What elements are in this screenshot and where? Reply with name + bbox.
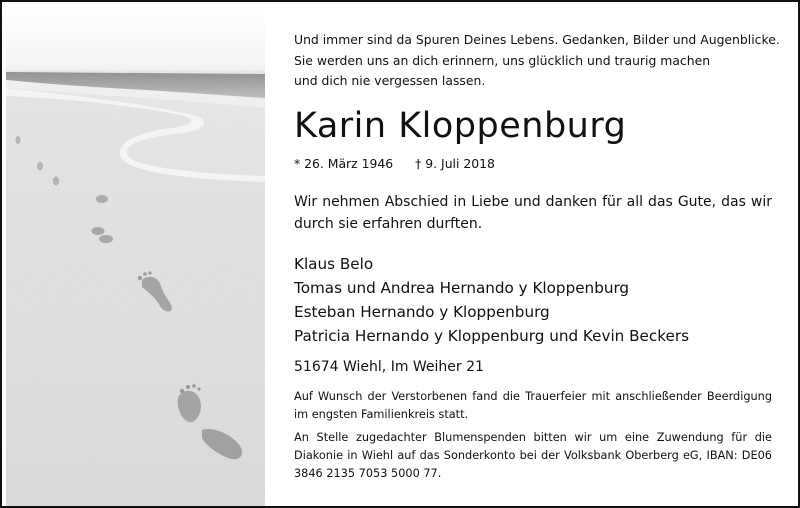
family-address: 51674 Wiehl, Im Weiher 21 xyxy=(294,359,484,375)
farewell-message: Wir nehmen Abschied in Liebe und danken für all das Gute, das wir durch sie erfahren durften. xyxy=(294,194,772,232)
deceased-name: Karin Kloppenburg xyxy=(294,106,627,146)
quote-line: Sie werden uns an dich erinnern, uns glücklich und traurig machen xyxy=(294,52,711,68)
mourner-name: Klaus Belo xyxy=(294,255,374,273)
quote-line: und dich nie vergessen lassen. xyxy=(294,73,486,88)
donation-note: An Stelle zugedachter Blumenspenden bitten wir um eine Zuwendung für die Diakonie in Wiehl auf das Sonderkonto bei der Volksbank Oberberg eG, IBAN: DE06 3846 2135 7053 5000 77. xyxy=(294,431,772,480)
mourner-name: Tomas und Andrea Hernando y Kloppenburg xyxy=(294,279,630,297)
quote-line: Und immer sind da Spuren Deines Lebens. Gedanken, Bilder und Augenblicke. xyxy=(294,32,780,47)
funeral-note: Auf Wunsch der Verstorbenen fand die Trauerfeier mit anschließender Beerdigung im engsten Familienkreis statt. xyxy=(294,390,772,421)
beach-footprints-photo xyxy=(6,6,265,506)
birth-date: * 26. März 1946 xyxy=(294,156,394,171)
sky xyxy=(6,6,265,76)
life-dates xyxy=(294,156,495,171)
beach-footprints-image xyxy=(6,6,265,506)
mourners-list xyxy=(294,252,689,348)
mourner-name: Patricia Hernando y Kloppenburg und Kevin Beckers xyxy=(294,327,690,345)
mourner-name: Esteban Hernando y Kloppenburg xyxy=(294,303,550,321)
death-date: † 9. Juli 2018 xyxy=(415,156,495,171)
memorial-quote xyxy=(294,30,780,92)
